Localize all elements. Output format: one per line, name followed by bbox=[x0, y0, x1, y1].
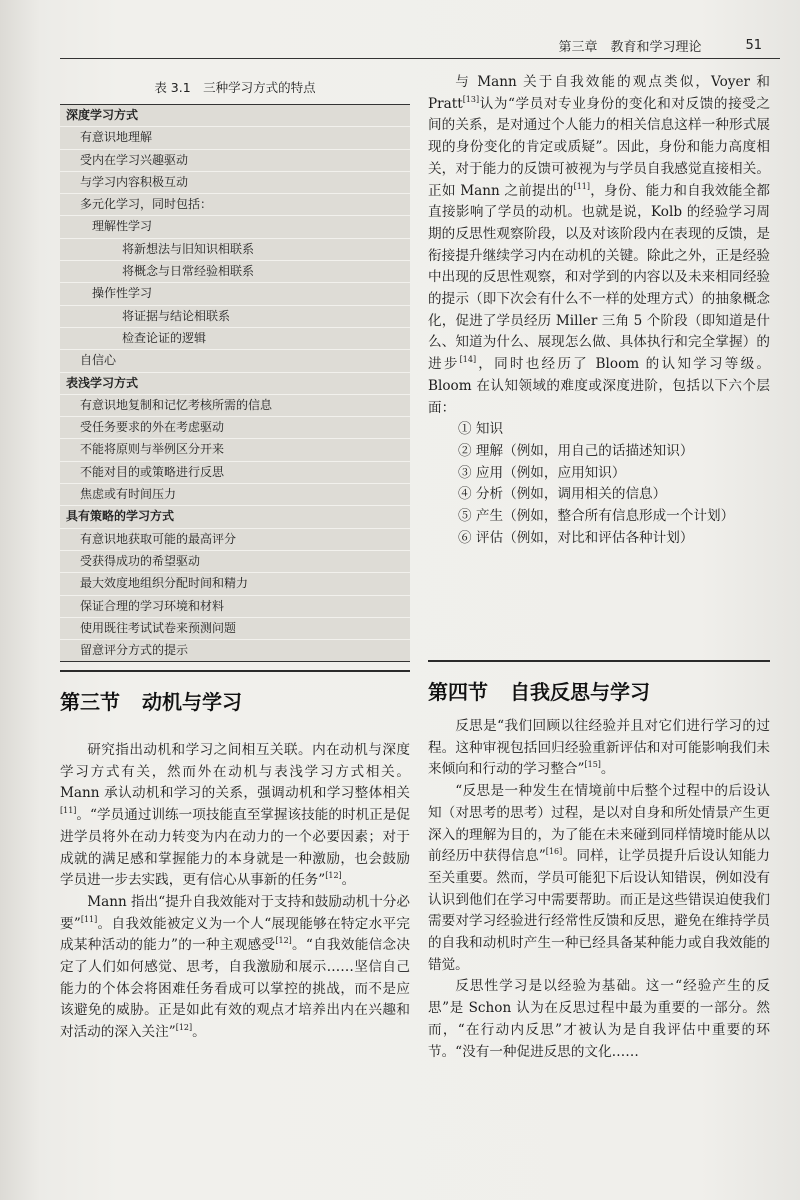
citation: [11] bbox=[60, 806, 77, 816]
learning-styles-table bbox=[60, 104, 410, 662]
running-header bbox=[60, 32, 780, 59]
table-row: 理解性学习 bbox=[60, 216, 410, 238]
citation: [15] bbox=[584, 760, 601, 770]
table-group-header: 具有策略的学习方式 bbox=[60, 506, 410, 528]
page-number: 51 bbox=[745, 37, 762, 53]
section-heading-4 bbox=[428, 660, 770, 705]
table-row: 将证据与结论相联系 bbox=[60, 306, 410, 328]
table-row: 受内在学习兴趣驱动 bbox=[60, 150, 410, 172]
table-row: 保证合理的学习环境和材料 bbox=[60, 596, 410, 618]
list-item: ① 知识 bbox=[458, 421, 504, 438]
table-row: 不能将原则与举例区分开来 bbox=[60, 439, 410, 461]
citation: [16] bbox=[545, 847, 563, 857]
bloom-levels-list bbox=[428, 419, 770, 549]
table-block bbox=[60, 70, 410, 662]
table-row: 最大效度地组织分配时间和精力 bbox=[60, 573, 410, 595]
section3-body bbox=[60, 740, 410, 1044]
list-item: ③ 应用（例如，应用知识） bbox=[458, 464, 626, 481]
table-row: 检查论证的逻辑 bbox=[60, 328, 410, 350]
chapter-title: 第三章 教育和学习理论 bbox=[558, 39, 702, 55]
citation: [11] bbox=[573, 181, 591, 191]
section-number: 第四节 bbox=[428, 680, 488, 704]
section-title: 自我反思与学习 bbox=[510, 680, 650, 704]
table-row: 有意识地复制和记忆考核所需的信息 bbox=[60, 395, 410, 417]
table-row: 将新想法与旧知识相联系 bbox=[60, 239, 410, 261]
table-row: 使用既往考试试卷来预测问题 bbox=[60, 618, 410, 640]
table-group-header: 表浅学习方式 bbox=[60, 373, 410, 395]
paragraph: 反思是“我们回顾以往经验并且对它们进行学习的过程。这种审视包括回归经验重新评估和对可能影响我们未来倾向和行动的学习整合”[15]。 bbox=[428, 718, 770, 778]
table-row: 操作性学习 bbox=[60, 283, 410, 305]
citation: [12] bbox=[175, 1023, 193, 1033]
table-row: 有意识地获取可能的最高评分 bbox=[60, 529, 410, 551]
citation: [12] bbox=[325, 871, 342, 881]
list-item: ② 理解（例如，用自己的话描述知识） bbox=[458, 442, 694, 459]
citation: [12] bbox=[275, 936, 292, 946]
paragraph: Mann 指出“提升自我效能对于支持和鼓励动机十分必要”[11]。自我效能被定义为一个人“展现能够在特定水平完成某种活动的能力”的一种主观感受[12]。“自我效能信念决定了人们如何感觉、思考，自我激励和展示……坚信自己能力的个体会将困难任务看成可以掌控的挑战，而不是应该避免的威胁。正是如此有效的观点才培养出内在兴趣和对活动的深入关注”[12]。 bbox=[60, 893, 411, 1041]
list-item: ④ 分析（例如，调用相关的信息） bbox=[458, 486, 667, 503]
right-column-body bbox=[428, 72, 770, 549]
paragraph: 研究指出动机和学习之间相互关联。内在动机与深度学习方式有关，然而外在动机与表浅学习方式相关。Mann 承认动机和学习的关系，强调动机和学习整体相关[11]。“学员通过训练一项技能直至掌握该技能的时机正是促进学员将外在动力转变为内在动力的一个必要因素；对于成就的满足感和掌握能力的本身就是一种激励，也会鼓励学员进一步去实践，更有信心从事新的任务”[12]。 bbox=[60, 742, 410, 889]
table-row: 留意评分方式的提示 bbox=[80, 643, 189, 658]
section-title: 动机与学习 bbox=[142, 690, 242, 714]
paragraph: “反思是一种发生在情境前中后整个过程中的后设认知（对思考的思考）过程，是以对自身和所处情景产生更深入的理解为目的，为了能在未来碰到同样情境时能从以前经历中获得信息”[16]。同样，让学员提升后设认知能力至关重要。然而，学员可能犯下后设认知错误，例如没有认识到他们在学习中需要帮助。而正是这些错误迫使我们需要对学习经验进行经常性反馈和反思，避免在维持学员的自我和动机时产生一种已经具备某种能力或自我效能的错觉。 bbox=[428, 783, 771, 973]
table-row: 将概念与日常经验相联系 bbox=[60, 261, 410, 283]
table-group-header: 深度学习方式 bbox=[60, 105, 410, 127]
paragraph: 与 Mann 关于自我效能的观点类似，Voyer 和 Pratt[13]认为“学员对专业身份的变化和对反馈的接受之间的关系，是对通过个人能力的相关信息这样一种形式展现的身份变化的肯定或质疑”。因此，身份和能力高度相关，对于能力的反馈可被视为与学员自我感觉直接相关。正如 Mann 之前提出的[11]，身份、能力和自我效能全都直接影响了学员的动机。也就是说，Kolb 的经验学习周期的反思性观察阶段，以及对该阶段内在表现的反馈，是衔接提升继续学习内在动机的关键。除此之外，正是经验中出现的反思性观察，和对学到的内容以及未来相同经验的提示（即下次会有什么不一样的处理方式）的抽象概念化，促进了学员经历 Miller 三角 5 个阶段（即知道是什么、知道为什么、展现怎么做、具体执行和完全掌握）的进步[14]，同时也经历了 Bloom 的认知学习等级。Bloom 在认知领域的难度或深度进阶，包括以下六个层面： bbox=[428, 74, 770, 416]
table-row: 多元化学习，同时包括： bbox=[60, 194, 410, 216]
table-row: 与学习内容积极互动 bbox=[60, 172, 410, 194]
table-row: 焦虑或有时间压力 bbox=[60, 484, 410, 506]
table-row: 受获得成功的希望驱动 bbox=[60, 551, 410, 573]
table-row: 不能对目的或策略进行反思 bbox=[60, 462, 410, 484]
section-heading-3 bbox=[60, 670, 410, 715]
table-row: 受任务要求的外在考虑驱动 bbox=[60, 417, 410, 439]
table-row: 有意识地理解 bbox=[60, 127, 410, 149]
table-row: 自信心 bbox=[60, 350, 410, 372]
citation: [11] bbox=[80, 914, 98, 924]
citation: [14] bbox=[459, 355, 477, 365]
paragraph: 反思性学习是以经验为基础。这一“经验产生的反思”是 Schon 认为在反思过程中最为重要的一部分。然而，“在行动内反思”才被认为是自我评估中重要的环节。“没有一种促进反思的文化…… bbox=[428, 978, 770, 1060]
table-caption: 表 3.1 三种学习方式的特点 bbox=[154, 80, 316, 95]
list-item: ⑥ 评估（例如，对比和评估各种计划） bbox=[458, 529, 694, 546]
section-number: 第三节 bbox=[60, 690, 120, 714]
citation: [13] bbox=[462, 94, 480, 104]
section4-body bbox=[428, 716, 770, 1063]
list-item: ⑤ 产生（例如，整合所有信息形成一个计划） bbox=[458, 508, 735, 525]
